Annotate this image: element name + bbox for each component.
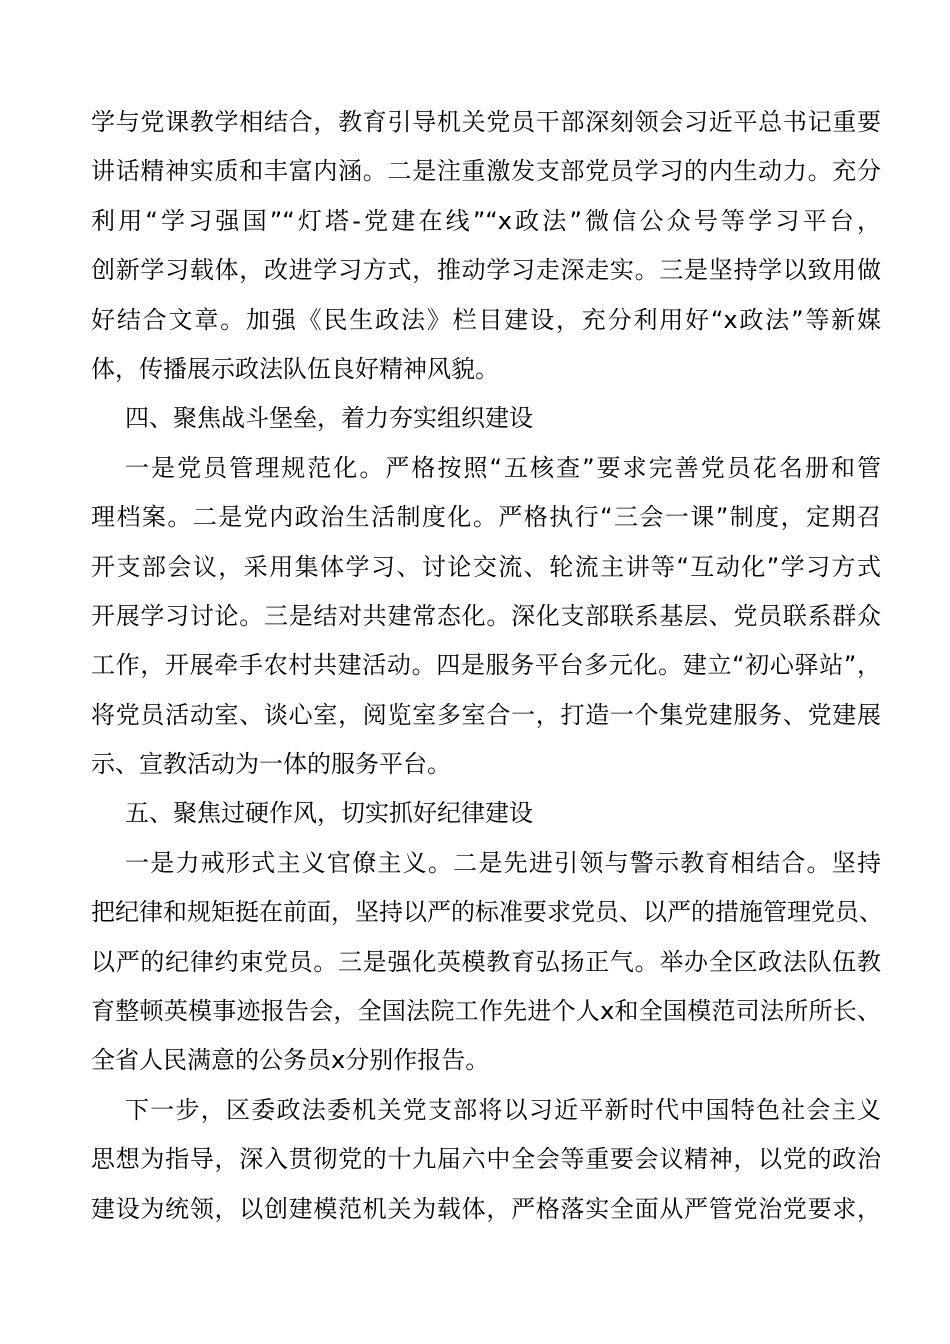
paragraph-line: 思想为指导，深入贯彻党的十九届六中全会等重要会议精神，以党的政治 bbox=[91, 1145, 881, 1174]
paragraph-line: 一是党员管理规范化。严格按照“五核查”要求完善党员花名册和管 bbox=[125, 453, 881, 482]
paragraph-line: 好结合文章。加强《民生政法》栏目建设，充分利用好“x政法”等新媒 bbox=[91, 305, 881, 334]
paragraph-line: 创新学习载体，改进学习方式，推动学习走深走实。三是坚持学以致用做 bbox=[91, 256, 881, 285]
paragraph-line: 利用“学习强国”“灯塔-党建在线”“x政法”微信公众号等学习平台， bbox=[91, 206, 881, 235]
section-heading: 四、聚焦战斗堡垒，着力夯实组织建设 bbox=[125, 404, 533, 433]
paragraph-line: 将党员活动室、谈心室，阅览室多室合一，打造一个集党建服务、党建展 bbox=[91, 700, 881, 729]
paragraph-line: 讲话精神实质和丰富内涵。二是注重激发支部党员学习的内生动力。充分 bbox=[91, 157, 881, 186]
paragraph-line: 开展学习讨论。三是结对共建常态化。深化支部联系基层、党员联系群众 bbox=[91, 601, 881, 630]
document-body bbox=[91, 98, 881, 1234]
paragraph-line: 学与党课教学相结合，教育引导机关党员干部深刻领会习近平总书记重要 bbox=[91, 108, 881, 136]
paragraph-line: 以严的纪律约束党员。三是强化英模教育弘扬正气。举办全区政法队伍教 bbox=[91, 947, 881, 976]
paragraph-line: 工作，开展牵手农村共建活动。四是服务平台多元化。建立“初心驿站”， bbox=[91, 651, 881, 680]
paragraph-line: 下一步，区委政法委机关党支部将以习近平新时代中国特色社会主义 bbox=[125, 1095, 881, 1124]
paragraph-line: 示、宣教活动为一体的服务平台。 bbox=[91, 750, 451, 779]
paragraph-line: 体，传播展示政法队伍良好精神风貌。 bbox=[91, 354, 499, 383]
paragraph-line: 一是力戒形式主义官僚主义。二是先进引领与警示教育相结合。坚持 bbox=[125, 848, 881, 877]
paragraph-line: 育整顿英模事迹报告会，全国法院工作先进个人x和全国模范司法所所长、 bbox=[91, 997, 881, 1026]
paragraph-line: 理档案。二是党内政治生活制度化。严格执行“三会一课”制度，定期召 bbox=[91, 503, 881, 532]
paragraph-line: 全省人民满意的公务员x分别作报告。 bbox=[91, 1046, 490, 1075]
paragraph-line: 建设为统领，以创建模范机关为载体，严格落实全面从严管党治党要求， bbox=[91, 1194, 881, 1223]
paragraph-line: 开支部会议，采用集体学习、讨论交流、轮流主讲等“互动化”学习方式 bbox=[91, 552, 881, 581]
paragraph-line: 把纪律和规矩挺在前面，坚持以严的标准要求党员、以严的措施管理党员、 bbox=[91, 898, 883, 927]
section-heading: 五、聚焦过硬作风，切实抓好纪律建设 bbox=[125, 799, 533, 828]
